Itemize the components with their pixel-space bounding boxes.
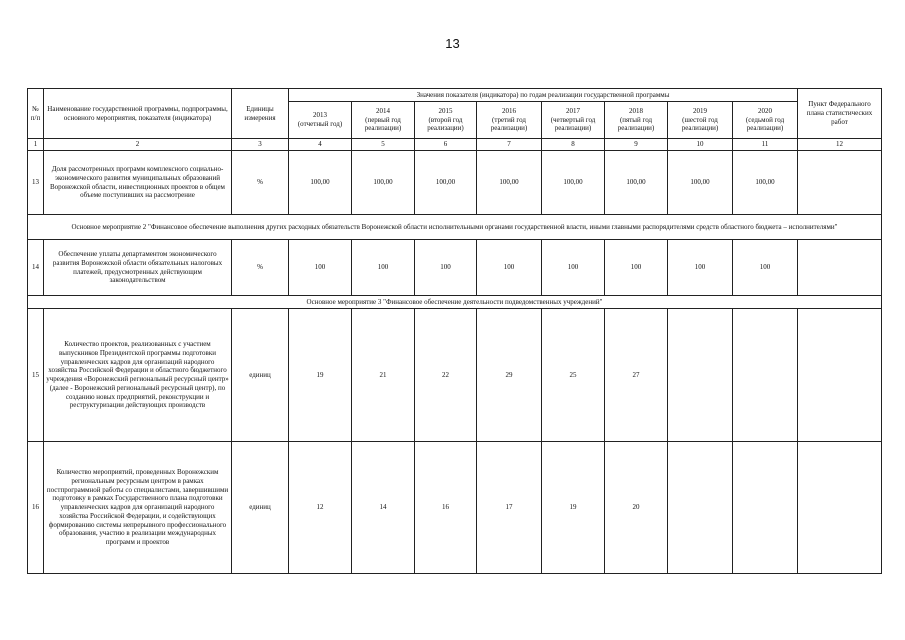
table-row — [28, 151, 882, 215]
value-cell: 29 — [477, 309, 542, 442]
table-row — [28, 240, 882, 296]
section-title: Основное мероприятие 3 "Финансовое обеспечение деятельности подведомственных учреждений" — [28, 296, 882, 309]
year-note: (пятый год реализации) — [617, 115, 655, 133]
header-year-cell — [415, 102, 477, 139]
header-year-cell — [605, 102, 668, 139]
section-row — [28, 215, 882, 240]
row-number: 14 — [28, 240, 44, 296]
value-cell: 25 — [542, 309, 605, 442]
value-cell: 100,00 — [415, 151, 477, 215]
value-cell: 27 — [605, 309, 668, 442]
value-cell: 100,00 — [477, 151, 542, 215]
value-cell — [668, 309, 733, 442]
value-cell: 100 — [477, 240, 542, 296]
value-cell — [733, 442, 798, 574]
table-row — [28, 442, 882, 574]
header-year-cell — [668, 102, 733, 139]
header-no: № п/п — [28, 89, 44, 139]
value-cell: 100 — [542, 240, 605, 296]
header-year-cell — [542, 102, 605, 139]
value-cell: 22 — [415, 309, 477, 442]
value-cell: 16 — [415, 442, 477, 574]
value-cell: 100 — [352, 240, 415, 296]
header-year-cell — [352, 102, 415, 139]
header-year-cell — [733, 102, 798, 139]
year-note: (второй год реализации) — [427, 115, 464, 133]
indicator-name: Количество проектов, реализованных с участием выпускников Президентской программы подготовки управленческих кадров для организаций народного хозяйства Российской Федерации и областного бюджетного учреждения «Воронежский региональный ресурсный центр» (далее - Воронежский региональный ресурсный центр), по созданию новых предприятий, реконструкции и реструктуризации действующих производств — [44, 309, 232, 442]
value-cell: 19 — [289, 309, 352, 442]
year-note: (седьмой год реализации) — [745, 115, 785, 133]
year-note: (третий год реализации) — [490, 115, 528, 133]
unit-cell: % — [232, 240, 289, 296]
year-label: 2014 — [376, 106, 390, 115]
header-name: Наименование государственной программы, подпрограммы, основного мероприятия, показателя (индикатора) — [44, 89, 232, 139]
column-number: 6 — [415, 139, 477, 151]
year-note: (четвертый год реализации) — [550, 115, 596, 133]
header-values-caption: Значения показателя (индикатора) по годам реализации государственной программы — [289, 89, 798, 102]
value-cell: 100 — [733, 240, 798, 296]
value-cell: 100,00 — [733, 151, 798, 215]
year-note: (шестой год реализации) — [681, 115, 719, 133]
value-cell: 17 — [477, 442, 542, 574]
value-cell: 14 — [352, 442, 415, 574]
value-cell: 100 — [415, 240, 477, 296]
unit-cell: единиц — [232, 309, 289, 442]
value-cell: 100,00 — [289, 151, 352, 215]
indicator-table — [27, 88, 882, 574]
column-number: 1 — [28, 139, 44, 151]
plan-cell — [798, 240, 882, 296]
plan-cell — [798, 309, 882, 442]
year-note: (отчетный год) — [297, 120, 343, 128]
value-cell: 20 — [605, 442, 668, 574]
year-label: 2020 — [758, 106, 772, 115]
year-label: 2013 — [313, 111, 327, 120]
value-cell — [668, 442, 733, 574]
row-number: 15 — [28, 309, 44, 442]
unit-cell: % — [232, 151, 289, 215]
indicator-name: Доля рассмотренных программ комплексного социально-экономического развития муниципальных образований Воронежской области, инвестиционных проектов в общем объеме поступивших на рассмотрение — [44, 151, 232, 215]
section-title: Основное мероприятие 2 "Финансовое обеспечение выполнения других расходных обязательств Воронежской области исполнительными органами государственной власти, иными главными распорядителями средств областного бюджета – исполнителями" — [28, 215, 882, 240]
column-number: 12 — [798, 139, 882, 151]
value-cell: 19 — [542, 442, 605, 574]
value-cell: 100,00 — [605, 151, 668, 215]
header-year-cell — [477, 102, 542, 139]
value-cell: 100,00 — [542, 151, 605, 215]
row-number: 16 — [28, 442, 44, 574]
row-number: 13 — [28, 151, 44, 215]
column-number: 3 — [232, 139, 289, 151]
column-number: 5 — [352, 139, 415, 151]
column-number: 9 — [605, 139, 668, 151]
unit-cell: единиц — [232, 442, 289, 574]
indicator-name: Обеспечение уплаты департаментом экономического развития Воронежской области обязательных налоговых платежей, предусмотренных действующим законодательством — [44, 240, 232, 296]
header-year-cell — [289, 102, 352, 139]
year-label: 2018 — [629, 106, 643, 115]
header-row — [28, 89, 882, 102]
column-number: 4 — [289, 139, 352, 151]
year-note: (первый год реализации) — [364, 115, 402, 133]
plan-cell — [798, 151, 882, 215]
year-label: 2017 — [566, 106, 580, 115]
column-number: 10 — [668, 139, 733, 151]
header-plan: Пункт Федерального плана статистических работ — [798, 89, 882, 139]
year-label: 2016 — [502, 106, 516, 115]
value-cell: 100,00 — [668, 151, 733, 215]
value-cell: 100,00 — [352, 151, 415, 215]
indicator-name: Количество мероприятий, проведенных Воронежским региональным ресурсным центром в рамках постпрограммной работы со специалистами, завершившими подготовку в рамках Государственного плана подготовки управленческих кадров для организаций народного хозяйства Российской Федерации, и содействующих формированию системы непрерывного профессионального образования, участию в реализации международных программ и проектов — [44, 442, 232, 574]
page-number: 13 — [445, 36, 460, 51]
value-cell: 21 — [352, 309, 415, 442]
value-cell: 100 — [289, 240, 352, 296]
column-number: 11 — [733, 139, 798, 151]
value-cell: 100 — [605, 240, 668, 296]
plan-cell — [798, 442, 882, 574]
column-number-row — [28, 139, 882, 151]
value-cell: 12 — [289, 442, 352, 574]
year-label: 2015 — [438, 106, 453, 115]
column-number: 2 — [44, 139, 232, 151]
section-row — [28, 296, 882, 309]
table-row — [28, 309, 882, 442]
value-cell — [733, 309, 798, 442]
header-unit: Единицы измерения — [232, 89, 289, 139]
year-label: 2019 — [693, 106, 707, 115]
value-cell: 100 — [668, 240, 733, 296]
column-number: 7 — [477, 139, 542, 151]
column-number: 8 — [542, 139, 605, 151]
